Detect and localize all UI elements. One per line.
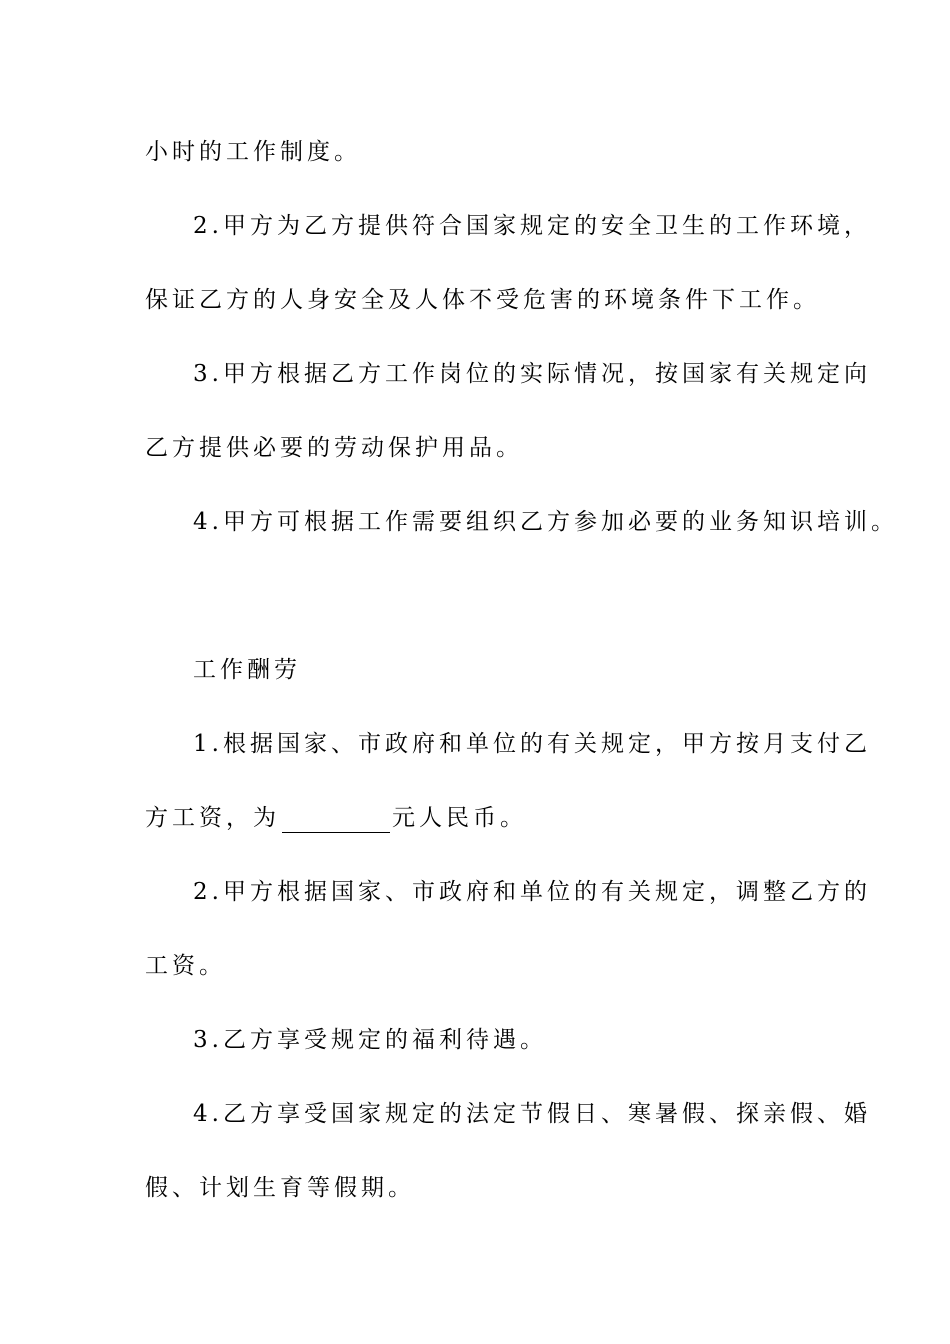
paragraph-line: 4.乙方享受国家规定的法定节假日、寒暑假、探亲假、婚 — [193, 1101, 871, 1127]
section-heading: 工作酬劳 — [193, 657, 301, 683]
salary-line — [145, 803, 527, 833]
paragraph-line: 3.乙方享受规定的福利待遇。 — [193, 1027, 547, 1053]
salary-text-before: 方工资，为 — [145, 805, 280, 831]
paragraph-line: 4.甲方可根据工作需要组织乙方参加必要的业务知识培训。 — [193, 509, 898, 535]
paragraph-line: 2.甲方根据国家、市政府和单位的有关规定，调整乙方的 — [193, 879, 871, 905]
paragraph-line: 3.甲方根据乙方工作岗位的实际情况，按国家有关规定向 — [193, 361, 871, 387]
paragraph-line: 保证乙方的人身安全及人体不受危害的环境条件下工作。 — [145, 287, 820, 313]
paragraph-line: 1.根据国家、市政府和单位的有关规定，甲方按月支付乙 — [193, 731, 871, 757]
salary-text-after: 元人民币。 — [392, 805, 527, 831]
paragraph-line: 乙方提供必要的劳动保护用品。 — [145, 435, 523, 461]
paragraph-line: 小时的工作制度。 — [145, 139, 361, 165]
paragraph-line: 2.甲方为乙方提供符合国家规定的安全卫生的工作环境， — [193, 213, 871, 239]
salary-blank — [282, 803, 390, 833]
paragraph-line: 工资。 — [145, 953, 226, 979]
paragraph-line: 假、计划生育等假期。 — [145, 1175, 415, 1201]
